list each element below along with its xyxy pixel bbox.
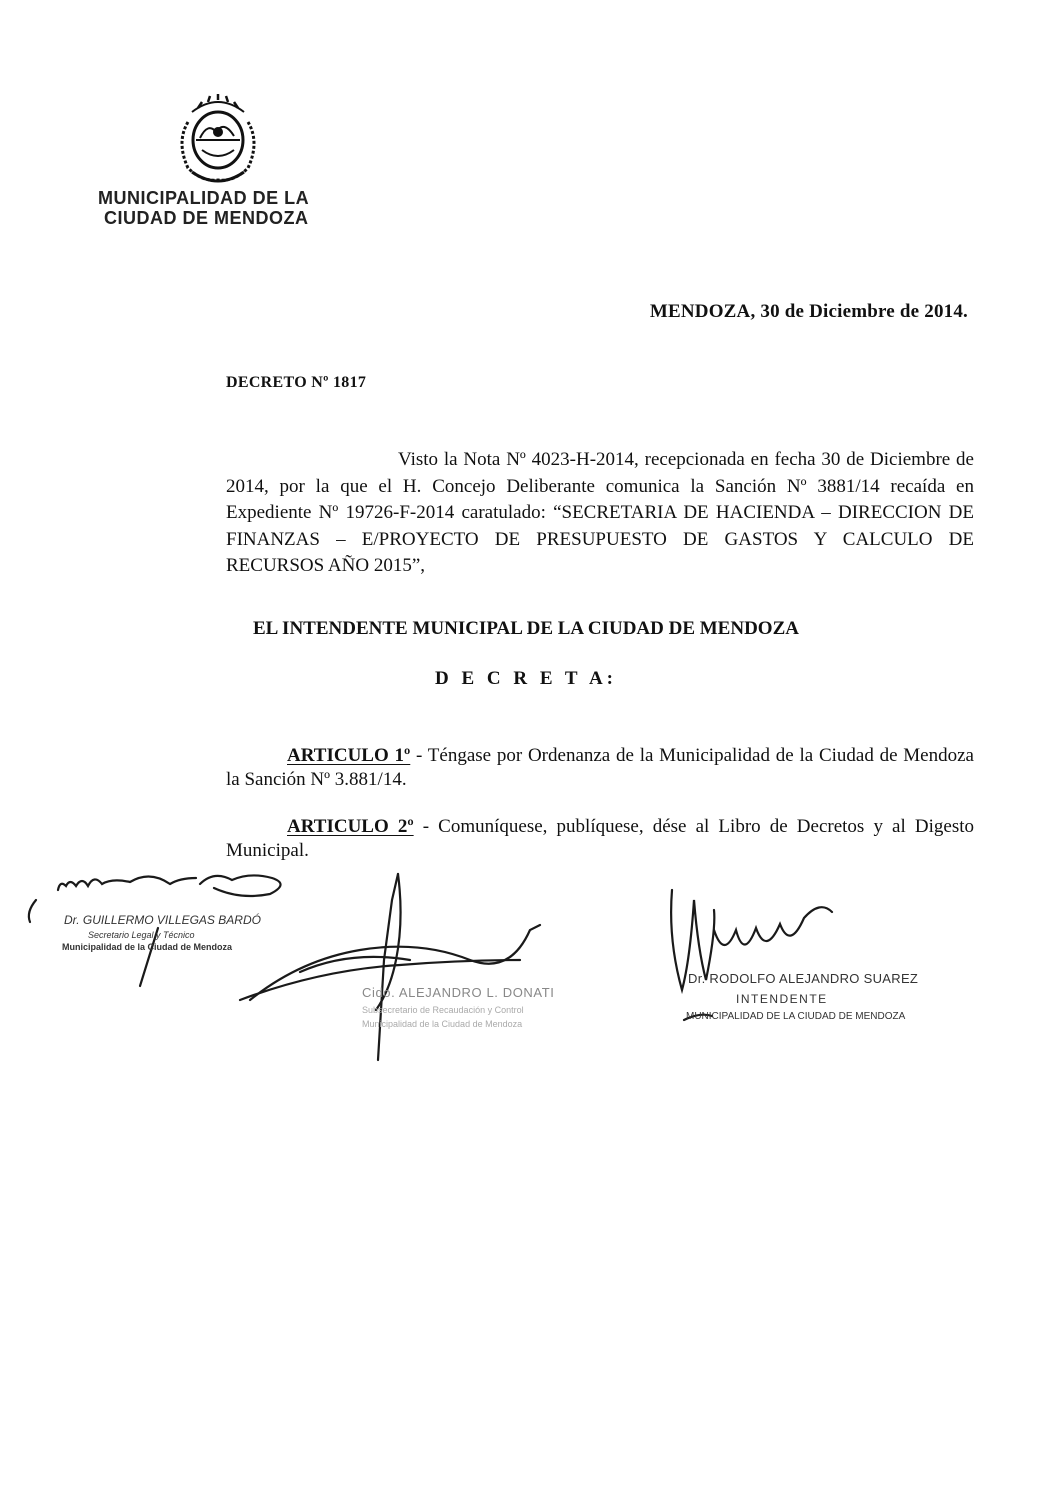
signature-1-name: Dr. GUILLERMO VILLEGAS BARDÓ [64,913,261,927]
signature-2-title: Subsecretario de Recaudación y Control [362,1005,524,1015]
signature-2-stroke [378,874,398,1060]
signature-3-name: Dr. RODOLFO ALEJANDRO SUAREZ [688,971,919,986]
signature-1-stroke [58,876,196,890]
signature-2-name: Cido. ALEJANDRO L. DONATI [362,985,555,1000]
signature-2-entity: Municipalidad de la Ciudad de Mendoza [362,1019,523,1029]
authority-heading: EL INTENDENTE MUNICIPAL DE LA CIUDAD DE MENDOZA [253,618,799,639]
article-1 [226,744,974,792]
signature-1-stroke [29,900,36,922]
signature-1-title: Secretario Legal y Técnico [88,930,195,940]
institution-line-2: CIUDAD DE MENDOZA [104,208,309,228]
signature-3-title: INTENDENTE [736,992,828,1006]
municipal-crest-logo [172,92,264,187]
article-2 [226,815,974,863]
signature-2-stroke [300,957,410,972]
signature-1-stroke [200,875,281,896]
article-2-text: - Comuníquese, publíquese, dése al Libro de Decretos y al Digesto Municipal. [226,816,974,861]
article-1-text: - Téngase por Ordenanza de la Municipalidad de la Ciudad de Mendoza la Sanción Nº 3.881/14. [226,745,974,790]
signature-3-stroke [714,907,832,945]
institution-name [98,188,309,228]
article-2-label: ARTICULO 2º [287,816,414,837]
signature-1-entity: Municipalidad de la Ciudad de Mendoza [62,942,233,952]
decree-number: DECRETO Nº 1817 [226,374,367,391]
visto-paragraph: Visto la Nota Nº 4023-H-2014, recepcionada en fecha 30 de Diciembre de 2014, por la que el H. Concejo Deliberante comunica la Sanción Nº 3881/14 recaída en Expediente Nº 19726-F-2014 caratulado: “SECRETARIA DE HACIENDA – DIRECCION DE FINANZAS – E/PROYECTO DE PRESUPUESTO DE GASTOS Y CALCULO DE RECURSOS AÑO 2015”, [226,449,974,576]
decreta-heading: D E C R E T A: [435,668,617,689]
signature-3-entity: MUNICIPALIDAD DE LA CIUDAD DE MENDOZA [686,1011,906,1022]
institution-line-1: MUNICIPALIDAD DE LA [98,188,310,208]
document-date: MENDOZA, 30 de Diciembre de 2014. [649,301,968,322]
article-1-label: ARTICULO 1º [287,745,411,766]
